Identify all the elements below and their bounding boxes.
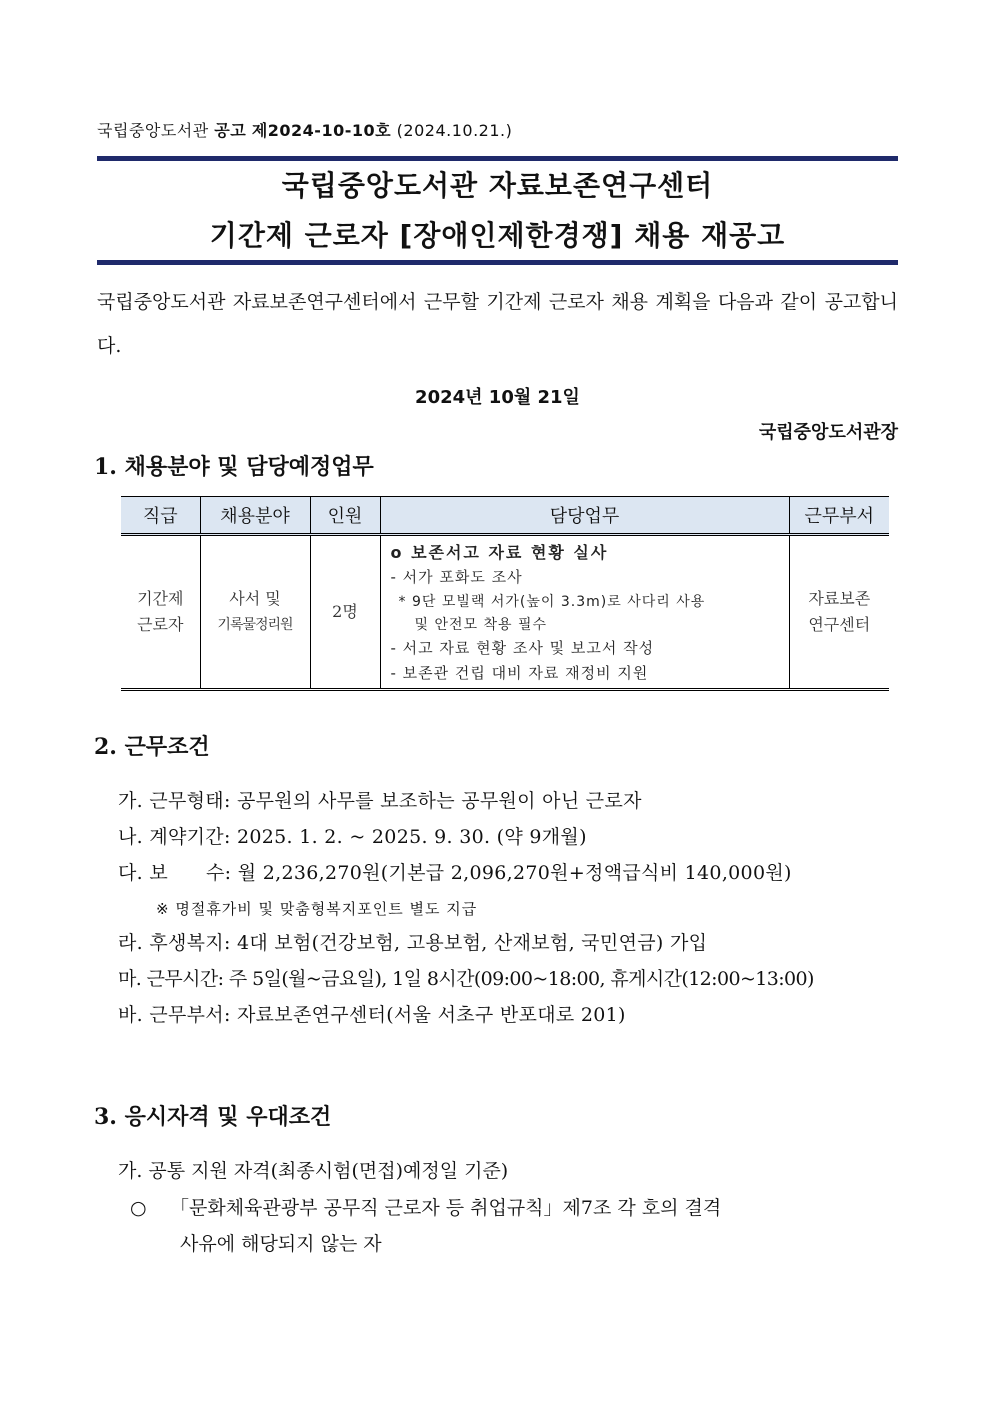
notice-date: (2024.10.21.): [396, 121, 513, 140]
bottom-rule: [97, 260, 898, 265]
bullet-circle-icon: ○: [130, 1197, 147, 1219]
notice-number: 제2024-10-10호: [251, 121, 392, 140]
cell-field: [200, 535, 310, 690]
duty-note-2: 및 안전모 착용 필수: [414, 617, 548, 633]
cell-duties: [380, 535, 789, 690]
title-line-1: 국립중앙도서관 자료보존연구센터: [281, 169, 714, 202]
duty-item-1: - 서가 포화도 조사: [390, 568, 523, 586]
condition-salary: 다. 보 수: 월 2,236,270원(기본급 2,096,270원+정액급식비 140,000원): [118, 862, 792, 884]
cell-count: 2명: [310, 535, 380, 690]
cell-rank: [121, 535, 200, 690]
col-rank: 직급: [121, 497, 200, 535]
duty-item-3: - 보존관 건립 대비 자료 재정비 지원: [390, 664, 649, 682]
table-header-row: [121, 497, 889, 535]
duty-main: o 보존서고 자료 현황 실사: [390, 543, 609, 562]
agency-name: 국립중앙도서관: [97, 121, 209, 140]
condition-salary-note: ※ 명절휴가비 및 맞춤형복지포인트 별도 지급: [156, 900, 478, 918]
recruitment-table: [121, 496, 889, 691]
dept-line-1: 자료보존: [808, 589, 871, 608]
dept-line-2: 연구센터: [808, 615, 871, 634]
duty-item-2: - 서고 자료 현황 조사 및 보고서 작성: [390, 639, 655, 657]
col-count: 인원: [310, 497, 380, 535]
table-row: [121, 535, 889, 690]
section-2-heading: 2. 근무조건: [94, 734, 210, 760]
bullet-line-1: 「문화체육관광부 공무직 근로자 등 취업규칙」제7조 각 호의 결격: [170, 1197, 722, 1219]
top-rule: [97, 156, 898, 161]
section-1-heading: 1. 채용분야 및 담당예정업무: [94, 454, 374, 480]
condition-contract-period: 나. 계약기간: 2025. 1. 2. ~ 2025. 9. 30. (약 9개월): [118, 826, 587, 848]
col-dept: 근무부서: [789, 497, 889, 535]
duty-note-1: * 9단 모빌랙 서가(높이 3.3m)로 사다리 사용: [398, 594, 706, 610]
qualification-bullet: [130, 1190, 898, 1262]
qualification-sub-a: 가. 공통 지원 자격(최종시험(면접)예정일 기준): [118, 1160, 509, 1182]
field-line-1: 사서 및: [229, 589, 281, 608]
rank-line-2: 근로자: [137, 615, 184, 634]
condition-welfare: 라. 후생복지: 4대 보험(건강보험, 고용보험, 산재보험, 국민연금) 가입: [118, 932, 708, 954]
notice-label: 공고: [214, 121, 247, 140]
notice-full-date: 2024년 10월 21일: [415, 387, 580, 408]
condition-work-type: 가. 근무형태: 공무원의 사무를 보조하는 공무원이 아닌 근로자: [118, 790, 642, 812]
col-duties: 담당업무: [380, 497, 789, 535]
condition-hours: 마. 근무시간: 주 5일(월~금요일), 1일 8시간(09:00~18:00, 휴게시간(12:00~13:00): [118, 968, 814, 990]
condition-dept: 바. 근무부서: 자료보존연구센터(서울 서초구 반포대로 201): [118, 1004, 626, 1026]
title-line-2: 기간제 근로자 [장애인제한경쟁] 채용 재공고: [209, 219, 786, 252]
signer: 국립중앙도서관장: [758, 422, 898, 443]
bullet-line-2: 사유에 해당되지 않는 자: [180, 1233, 382, 1255]
cell-dept: [789, 535, 889, 690]
field-line-2: 기록물정리원: [217, 617, 293, 633]
rank-line-1: 기간제: [137, 589, 184, 608]
section-3-heading: 3. 응시자격 및 우대조건: [94, 1104, 332, 1130]
intro-paragraph: 국립중앙도서관 자료보존연구센터에서 근무할 기간제 근로자 채용 계획을 다음과 같이 공고합니다.: [97, 291, 898, 357]
col-field: 채용분야: [200, 497, 310, 535]
notice-line: [97, 118, 512, 141]
